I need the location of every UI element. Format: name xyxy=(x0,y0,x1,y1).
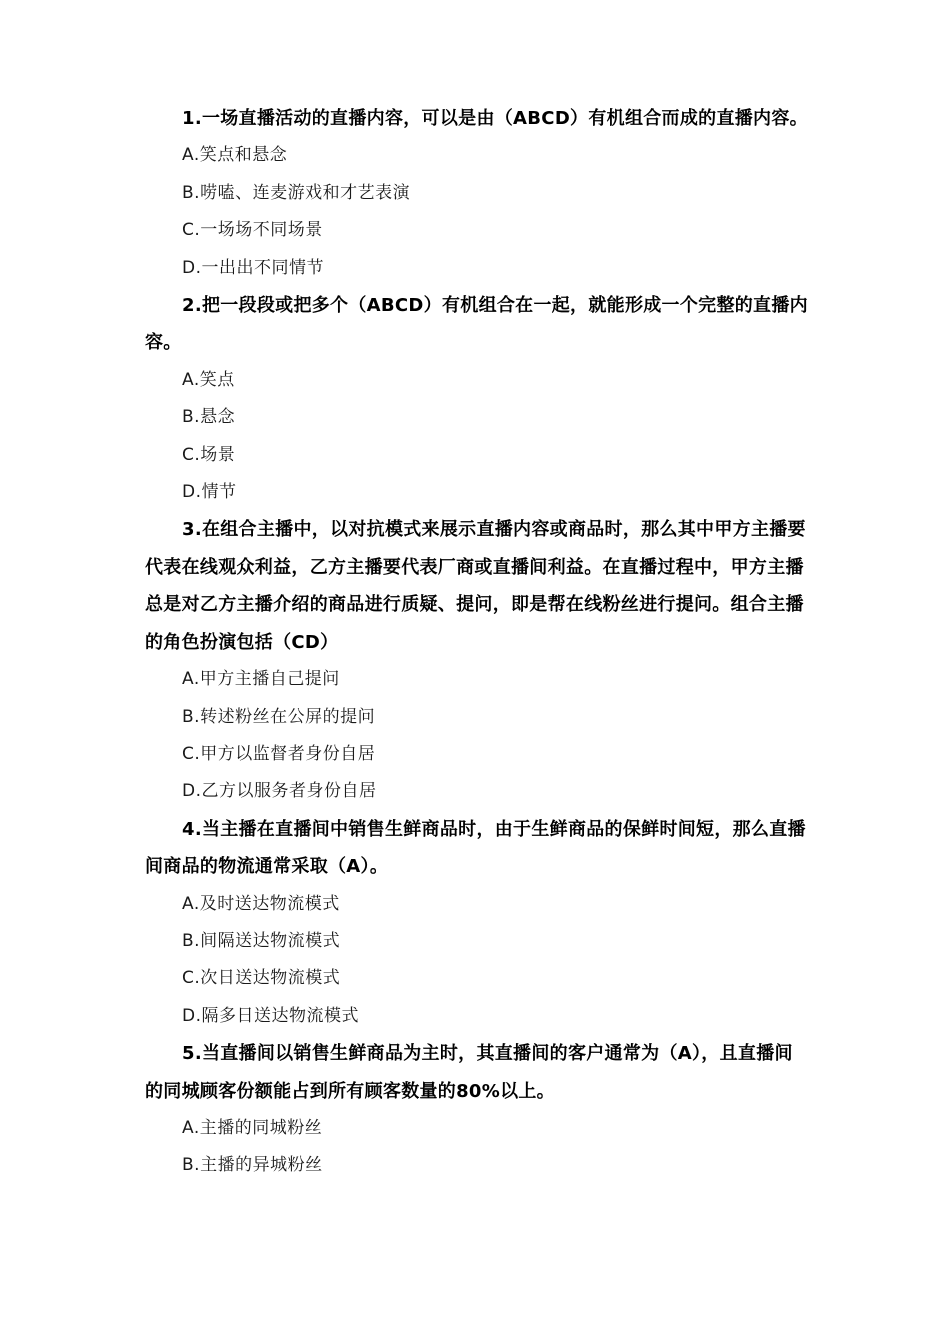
question-5-option-a: A.主播的同城粉丝 xyxy=(182,1117,323,1138)
question-5-option-b: B.主播的异城粉丝 xyxy=(182,1155,323,1176)
question-2-text: 2.把一段段或把多个（ABCD）有机组合在一起，就能形成一个完整的直播内容。 xyxy=(145,295,808,354)
question-3-option-c: C.甲方以监督者身份自居 xyxy=(182,743,376,764)
question-4-option-d: D.隔多日送达物流模式 xyxy=(182,1005,359,1026)
question-5-text: 5.当直播间以销售生鲜商品为主时，其直播间的客户通常为（A），且直播间的同城顾客份额能占到所有顾客数量的80%以上。 xyxy=(145,1043,793,1102)
question-2-option-b: B.悬念 xyxy=(182,407,236,428)
question-1-option-d: D.一出出不同情节 xyxy=(182,257,324,278)
question-1-option-b: B.唠嗑、连麦游戏和才艺表演 xyxy=(182,182,411,203)
question-list xyxy=(145,100,810,1185)
question-1-text: 1.一场直播活动的直播内容，可以是由（ABCD）有机组合而成的直播内容。 xyxy=(182,108,808,129)
question-2-option-a: A.笑点 xyxy=(182,369,235,390)
question-3-text: 3.在组合主播中，以对抗模式来展示直播内容或商品时，那么其中甲方主播要代表在线观众利益，乙方主播要代表厂商或直播间利益。在直播过程中，甲方主播总是对乙方主播介绍的商品进行质疑、提问，即是帮在线粉丝进行提问。组合主播的角色扮演包括（CD） xyxy=(145,519,806,653)
question-1-option-c: C.一场场不同场景 xyxy=(182,220,323,241)
question-4-option-b: B.间隔送达物流模式 xyxy=(182,930,341,951)
question-4-text: 4.当主播在直播间中销售生鲜商品时，由于生鲜商品的保鲜时间短，那么直播间商品的物流通常采取（A）。 xyxy=(145,818,806,878)
question-4-option-c: C.次日送达物流模式 xyxy=(182,968,341,989)
question-1-option-a: A.笑点和悬念 xyxy=(182,145,288,166)
question-3-option-a: A.甲方主播自己提问 xyxy=(182,669,340,690)
question-2-option-d: D.情节 xyxy=(182,482,237,503)
question-3-option-b: B.转述粉丝在公屏的提问 xyxy=(182,706,376,727)
question-2-option-c: C.场景 xyxy=(182,444,236,465)
question-3-option-d: D.乙方以服务者身份自居 xyxy=(182,781,377,802)
question-4-option-a: A.及时送达物流模式 xyxy=(182,893,340,914)
